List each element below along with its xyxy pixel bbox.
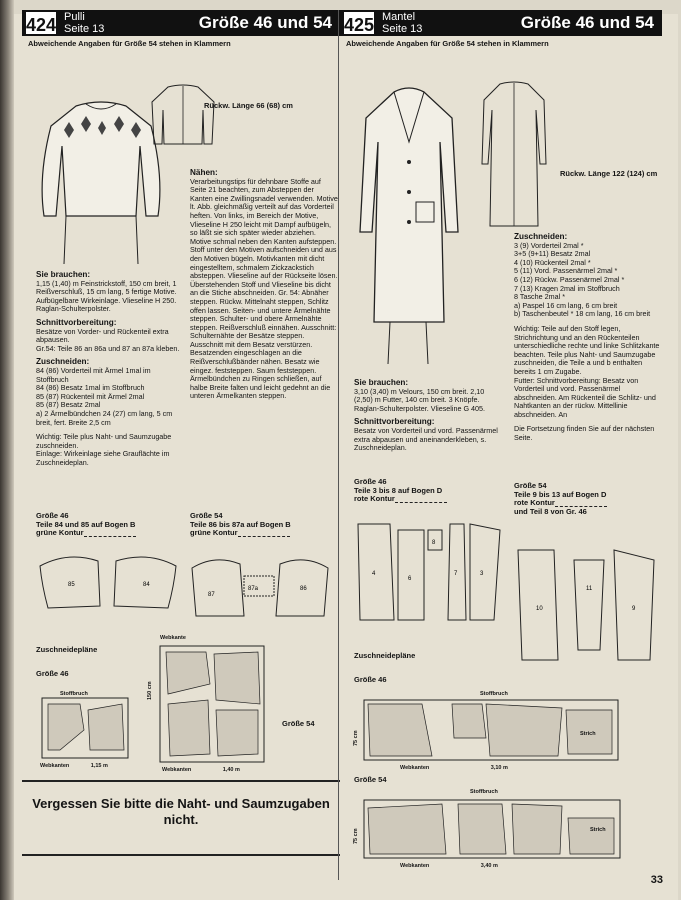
cutting-line: 7 (13) Kragen 2mal im Stoffbruch — [514, 283, 620, 293]
lining-note: Futter: Schnittvorbereitung: Besatz von Vorderteil und vord. Passenärmel abschneiden. Am Rückenteil die Schlitz- und Nahtkanten an der rückw. Mittellinie abschneiden. An — [514, 375, 656, 419]
materials-heading: Sie brauchen: — [354, 378, 409, 387]
coat-pattern-pieces-46 — [354, 520, 504, 630]
pattern-425-header — [340, 10, 662, 36]
svg-text:3: 3 — [480, 571, 484, 577]
pattern-size: Größe 46 und 54 — [198, 13, 332, 32]
prep-body: Besätze von Vorder- und Rückenteil extra abpausen. — [36, 326, 169, 345]
coat-webkanten-46: Webkanten 3,10 m — [400, 765, 508, 771]
important-note: Wichtig: Teile auf den Stoff legen, Strichrichtung und an den Rückenteilen unterschiedliche rechte und linke Schlitzkante beachten. Teile plus Naht- und Saumzugabe zuschneiden, die Teile a und b enthalten bereits 1 cm Zugabe. — [514, 323, 660, 376]
pattern-title: Mantel Seite 13 — [382, 11, 423, 35]
strich-label-54: Strich — [590, 827, 606, 833]
coat-cutting-plans-heading: Zuschneidepläne — [354, 651, 416, 660]
pattern-number: 425 — [342, 10, 376, 36]
svg-text:84: 84 — [143, 582, 150, 588]
back-length-label: Rückw. Länge 66 (68) cm — [204, 101, 293, 110]
cutting-heading: Zuschneiden: — [514, 232, 568, 241]
cutting-line: 5 (11) Vord. Passenärmel 2mal * — [514, 266, 618, 276]
svg-text:85: 85 — [68, 582, 75, 588]
cutting-heading: Zuschneiden: — [36, 357, 90, 367]
pattern-424-header — [22, 10, 340, 36]
cutting-line: a) 2 Ärmelbündchen 24 (27) cm lang, 5 cm breit, fert. Breite 2,5 cm — [36, 408, 173, 427]
coat-pattern-pieces-54 — [514, 540, 664, 670]
back-length-label: Rückw. Länge 122 (124) cm — [560, 169, 658, 178]
pattern-number: 424 — [24, 10, 58, 36]
svg-text:87: 87 — [208, 592, 215, 598]
reminder-text: Vergessen Sie bitte die Naht- und Saumzugaben nicht. — [32, 796, 330, 827]
coat-materials-text — [354, 374, 504, 453]
stoffbruch-label-46: Stoffbruch — [60, 691, 88, 697]
svg-text:7: 7 — [454, 571, 458, 577]
cutting-line: 84 (86) Vorderteil mit Ärmel 1mal im Stoffbruch — [36, 365, 151, 384]
coat-pattern-54-label: Größe 54 Teile 9 bis 13 auf Bogen D rote Kontur und Teil 8 von Gr. 46 — [514, 481, 607, 516]
page-number: 33 — [650, 874, 663, 886]
cutting-plan-46-label: Größe 46 — [36, 669, 69, 678]
cutting-line: 6 (12) Rückw. Passenärmel 2mal * — [514, 274, 625, 284]
svg-text:10: 10 — [536, 606, 543, 612]
coat-height-46: 75 cm — [353, 730, 359, 746]
prep-body: Besatz von Vorderteil und vord. Passenärmel extra abpausen und aneinanderkleben, s. Zuschneideplan. — [354, 425, 498, 453]
size-note: Abweichende Angaben für Größe 54 stehen in Klammern — [346, 39, 549, 48]
pattern-424-section — [22, 10, 340, 48]
binding-shadow — [0, 0, 14, 900]
column-divider — [338, 10, 339, 880]
prep-heading: Schnittvorbereitung: — [36, 317, 117, 327]
cutting-line: b) Taschenbeutel * 18 cm lang, 16 cm breit — [514, 309, 651, 319]
webkante-label-54: Webkante — [160, 635, 186, 641]
coat-cutting-plan-54-label: Größe 54 — [354, 775, 387, 784]
svg-text:86: 86 — [300, 586, 307, 592]
prep-heading: Schnittvorbereitung: — [354, 417, 435, 427]
height-label-54: 150 cm — [147, 681, 153, 700]
reminder-box — [22, 780, 340, 856]
sweater-back-sketch — [148, 82, 218, 152]
cutting-line: 4 (10) Rückenteil 2mal * — [514, 257, 591, 267]
cutting-line: 3+5 (9+11) Besatz 2mal — [514, 249, 591, 259]
pattern-425-section — [340, 10, 662, 48]
cutting-line: 8 Tasche 2mal * — [514, 292, 566, 302]
svg-text:87a: 87a — [248, 586, 259, 592]
cutting-line: 85 (87) Besatz 2mal — [36, 400, 101, 410]
strich-label-46: Strich — [580, 731, 596, 737]
coat-cutting-plan-46-label: Größe 46 — [354, 675, 387, 684]
pattern-title: Pulli Seite 13 — [64, 11, 105, 35]
prep-body-54: Gr.54: Teile 86 an 86a und 87 an 87a kleben. — [36, 343, 180, 353]
cutting-plans-heading: Zuschneidepläne — [36, 645, 98, 654]
svg-text:9: 9 — [632, 606, 636, 612]
pattern-pieces-54 — [190, 546, 330, 626]
sewing-body: Verarbeitungstips für dehnbare Stoffe auf Seite 21 beachten, zum Absteppen der Kanten eine Zwillingsnadel verwenden. Motive lt. Abb. gleichmäßig verteilt auf das Vorderteil heften. Von links, im Bereich der Motive, Vlieseline H 250 leicht mit Dampf aufbügeln, so läßt sie sich später wieder abziehen. Motive schmal neben den Kanten aufsteppen. Stoff unter den Motiven aufschneiden und aus den Motiven bügeln. Motivkanten mit dicht eingestelltem, schmalem Zickzackstich absteppen. Vlieseline auf der Rückseite lösen. Überstehenden Stoff und Vlieseline bis dicht an die Stiche abschneiden. Gr. 54: Abnäher steppen. Rückw. Mittelnaht steppen, Schlitz offen lassen. Seiten- und untere Ärmelnähte steppen. Schulter- und obere Ärmelnähte steppen. Reißverschluß einnähen. Ausschnitt: Schulternähte der Besätze steppen. Ausschnitt mit dem Besatz verstürzen. Besatzenden eingeschlagen an die Reißverschlußbänder nähen. Besatz wie eingez. feststeppen. Saum feststeppen. Ärmelbündchen zu Ringen schließen, auf halbe Breite falten und leicht gedehnt an die unteren Ärmelkanten steppen. — [190, 176, 338, 401]
materials-body: 3,10 (3,40) m Velours, 150 cm breit. 2,10 (2,50) m Futter, 140 cm breit. 3 Knöpfe. Raglan-Schulterpolster. Vlieseline G 405. — [354, 386, 486, 413]
important-note: Wichtig: Teile plus Naht- und Saumzugabe zuschneiden. — [36, 432, 172, 450]
stoffbruch-label-46: Stoffbruch — [480, 691, 508, 697]
coat-height-54: 75 cm — [353, 828, 359, 844]
materials-text — [36, 266, 181, 467]
pattern-size: Größe 46 und 54 — [520, 13, 654, 32]
continuation-note: Die Fortsetzung finden Sie auf der nächsten Seite. — [514, 424, 655, 443]
webkanten-label-46: Webkanten 1,15 m — [40, 763, 108, 769]
interfacing-note: Einlage: Wirkeinlage siehe Grauflächte im Zuschneideplan. — [36, 449, 170, 467]
svg-text:4: 4 — [372, 571, 376, 577]
coat-illustration — [354, 82, 464, 372]
materials-heading: Sie brauchen: — [36, 270, 91, 279]
coat-webkanten-54: Webkanten 3,40 m — [400, 863, 498, 869]
cutting-line: a) Paspel 16 cm lang, 6 cm breit — [514, 300, 618, 310]
svg-text:6: 6 — [408, 576, 412, 582]
cutting-plan-54-label: Größe 54 — [282, 719, 315, 728]
svg-text:8: 8 — [432, 540, 436, 546]
sweater-illustration — [36, 96, 166, 266]
coat-cutting-plan-54 — [362, 798, 622, 860]
materials-body: 1,15 (1,40) m Feinstrickstoff, 150 cm breit, 1 Reißverschluß, 15 cm lang, 5 fertige Motive. Aufbügelbare Wirkeinlage. Vlieseline H 250. Raglan-Schulterpolster. — [36, 278, 177, 314]
pattern-54-label: Größe 54 Teile 86 bis 87a auf Bogen B grüne Kontur — [190, 511, 291, 538]
pattern-46-label: Größe 46 Teile 84 und 85 auf Bogen B grüne Kontur — [36, 511, 136, 538]
size-note: Abweichende Angaben für Größe 54 stehen in Klammern — [28, 39, 231, 48]
coat-pattern-46-label: Größe 46 Teile 3 bis 8 auf Bogen D rote Kontur — [354, 478, 504, 504]
cutting-plan-46 — [40, 690, 130, 762]
coat-back-sketch — [478, 80, 550, 230]
svg-text:11: 11 — [586, 586, 593, 592]
cutting-line: 84 (86) Besatz 1mal im Stoffbruch — [36, 383, 145, 393]
coat-cutting-text — [514, 228, 664, 443]
stoffbruch-label-54: Stoffbruch — [470, 789, 498, 795]
cutting-line: 3 (9) Vorderteil 2mal * — [514, 240, 584, 250]
cutting-line: 85 (87) Rückenteil mit Ärmel 2mal — [36, 391, 145, 401]
cutting-plan-54 — [158, 644, 268, 764]
sewing-heading: Nähen: — [190, 168, 218, 177]
webkanten-label-54: Webkanten 1,40 m — [162, 767, 240, 773]
pattern-pieces-46 — [38, 546, 178, 626]
sewing-text — [190, 164, 338, 401]
